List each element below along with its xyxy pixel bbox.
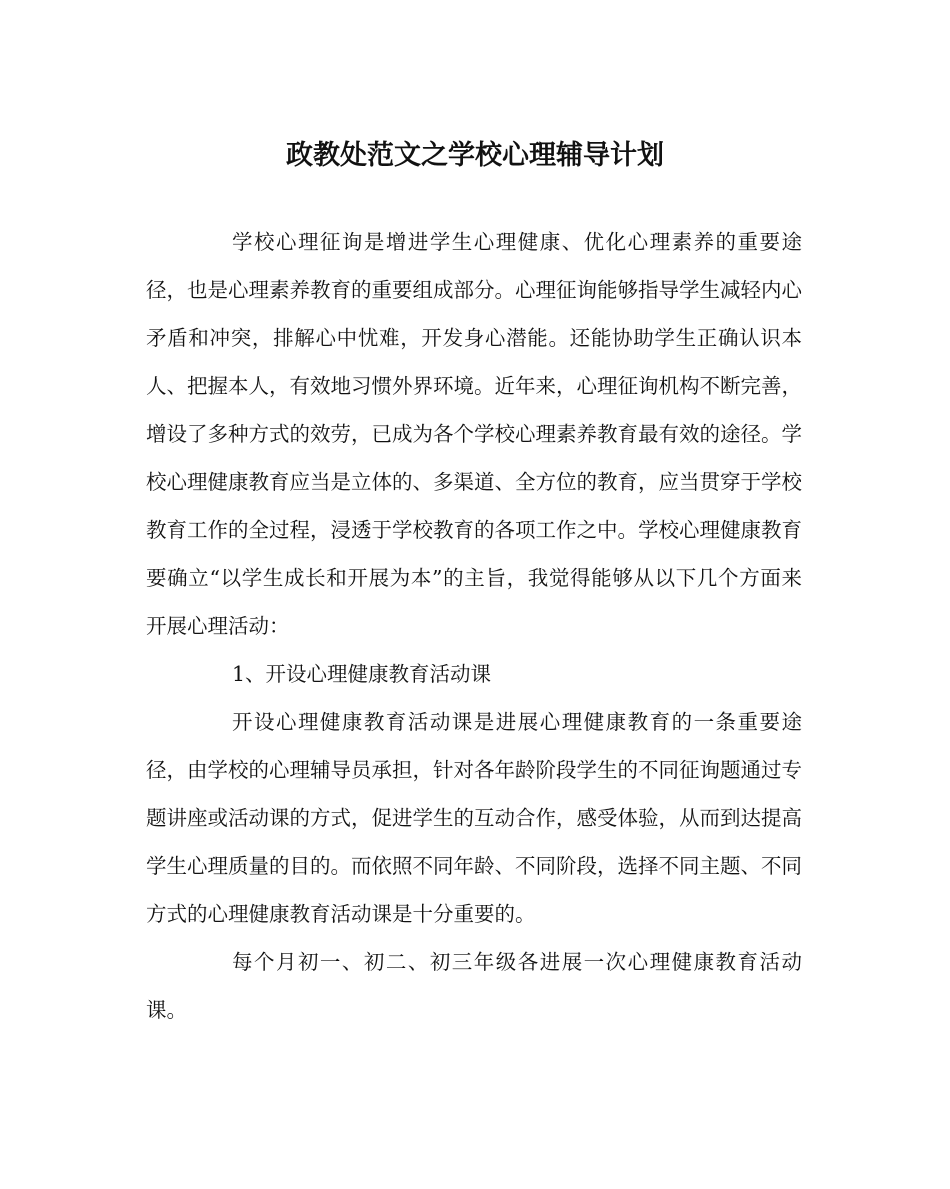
paragraph-activity-course: 开设心理健康教育活动课是进展心理健康教育的一条重要途径，由学校的心理辅导员承担，针对各年龄阶段学生的不同征询题通过专题讲座或活动课的方式，促进学生的互动合作，感受体验，从而到达提高学生心理质量的目的。而依照不同年龄、不同阶段，选择不同主题、不同方式的心理健康教育活动课是十分重要的。 xyxy=(146,710,802,926)
document-body xyxy=(146,218,802,1034)
paragraph-section-heading: 1、开设心理健康教育活动课 xyxy=(232,662,492,686)
paragraph-intro: 学校心理征询是增进学生心理健康、优化心理素养的重要途径，也是心理素养教育的重要组成部分。心理征询能够指导学生减轻内心矛盾和冲突，排解心中忧难，开发身心潜能。还能协助学生正确认识本人、把握本人，有效地习惯外界环境。近年来，心理征询机构不断完善，增设了多种方式的效劳，已成为各个学校心理素养教育最有效的途径。学校心理健康教育应当是立体的、多渠道、全方位的教育，应当贯穿于学校教育工作的全过程，浸透于学校教育的各项工作之中。学校心理健康教育要确立“以学生成长和开展为本”的主旨，我觉得能够从以下几个方面来开展心理活动： xyxy=(146,230,802,638)
paragraph-monthly-schedule: 每个月初一、初二、初三年级各进展一次心理健康教育活动课。 xyxy=(146,950,802,1022)
document-title: 政教处范文之学校心理辅导计划 xyxy=(286,140,664,171)
